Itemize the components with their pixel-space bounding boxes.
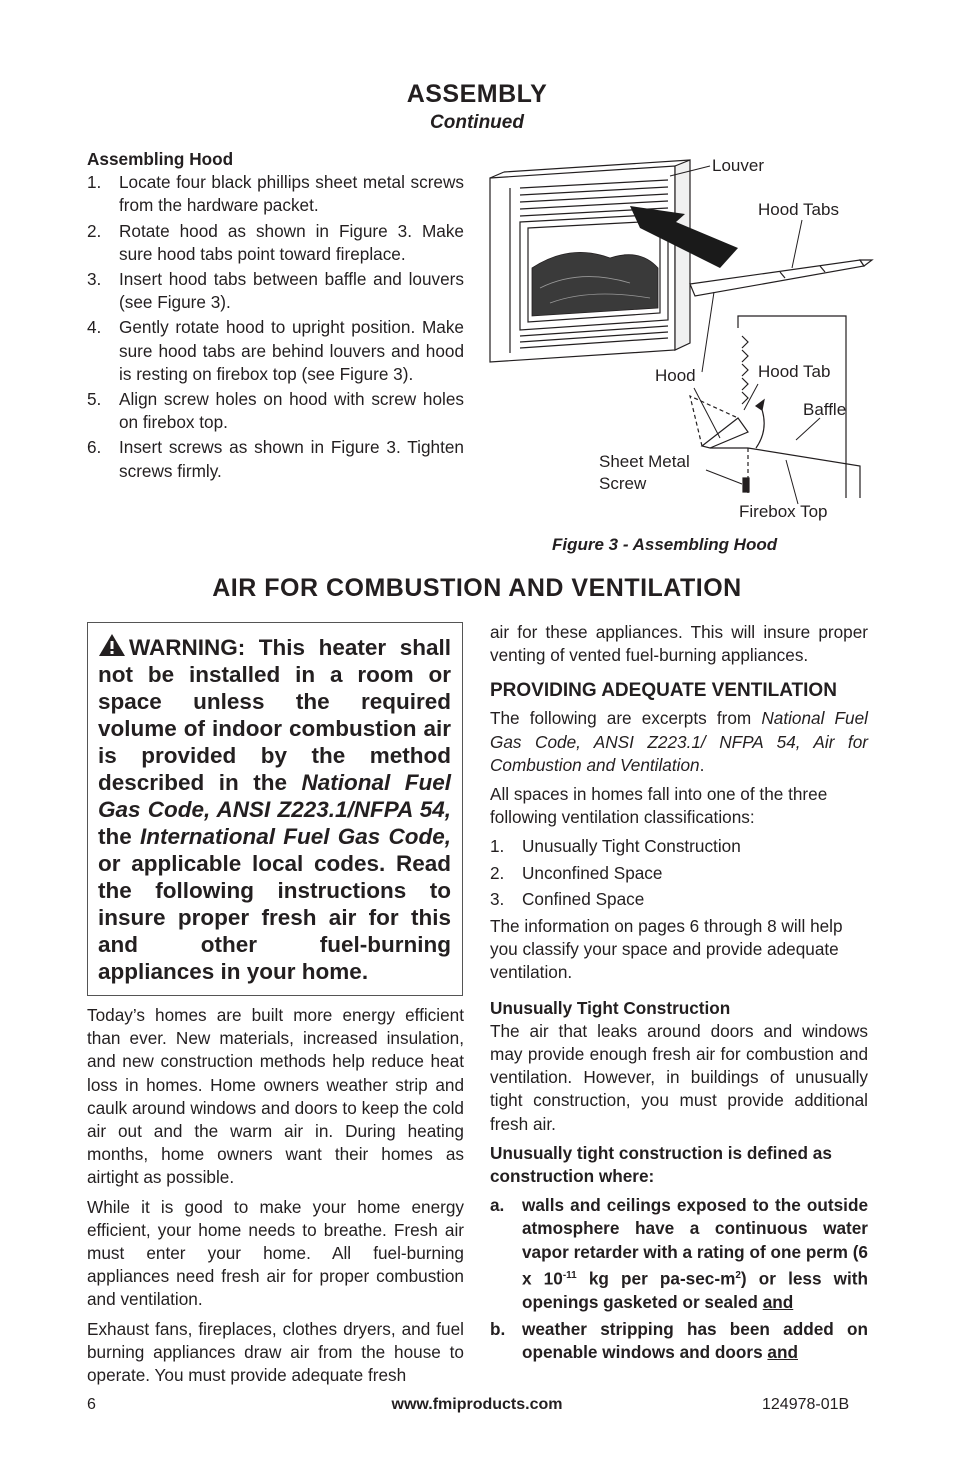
excerpt-end: . — [699, 754, 705, 775]
label-sheet-metal: Sheet Metal — [599, 452, 690, 471]
criteria-text: weather stripping has been added on openable windows and doors — [522, 1319, 868, 1363]
criteria-and: and — [767, 1342, 798, 1363]
logs-illustration — [532, 252, 658, 316]
tight-paragraph: The air that leaks around doors and windows may provide enough fresh air for combustion and ventilation. However, in buildings of unusually tight construction, you must provide additional fresh air. — [490, 1020, 868, 1134]
superscript: 2 — [735, 1269, 741, 1281]
label-firebox-top: Firebox Top — [739, 502, 828, 521]
criteria-item — [490, 1318, 868, 1364]
criteria-item — [490, 1194, 868, 1314]
list-item — [490, 835, 868, 858]
step-text: Insert screws as shown in Figure 3. Tighten screws firmly. — [119, 437, 464, 481]
label-hood-tabs: Hood Tabs — [758, 200, 839, 219]
paragraph: Today’s homes are built more energy efficient than ever. New materials, increased insulation, and new construction methods help reduce heat loss in homes. Home owners weather strip and caulk around windows and doors to keep the cold air out and the warm air in. During heating months, home owners want their homes as airtight as possible. — [87, 1005, 464, 1188]
step-item — [87, 436, 464, 482]
tight-criteria-list — [490, 1194, 868, 1364]
step-text: Insert hood tabs between baffle and louvers (see Figure 3). — [119, 269, 464, 313]
figure-caption: Figure 3 - Assembling Hood — [552, 535, 778, 554]
criteria-letter: b. — [490, 1319, 506, 1340]
step-number: 3. — [87, 269, 102, 290]
page-title: ASSEMBLY — [406, 80, 548, 108]
classification-list — [490, 835, 868, 911]
classify-intro: All spaces in homes fall into one of the three following ventilation classifications: — [490, 784, 828, 828]
info-paragraph: The information on pages 6 through 8 will help you classify your space and provide adequate ventilation. — [490, 916, 843, 983]
step-number: 1. — [87, 172, 102, 193]
tight-heading: Unusually Tight Construction — [490, 997, 731, 1018]
right-column-text — [490, 621, 868, 1366]
list-text: Unconfined Space — [522, 862, 663, 883]
section-title: AIR FOR COMBUSTION AND VENTILATION — [212, 574, 742, 602]
step-number: 5. — [87, 389, 102, 410]
left-column-text — [87, 1004, 464, 1393]
warning-lead: WARNING: This heater shall not be installed in a room or space unless the required volume of indoor combustion air is provided by the method described in the — [98, 635, 451, 795]
warning-code-1: National Fuel Gas Code, ANSI Z223.1/NFPA 54, — [98, 770, 451, 822]
list-number: 2. — [490, 862, 505, 883]
step-item — [87, 171, 464, 217]
label-screw: Screw — [599, 474, 647, 493]
step-text: Rotate hood as shown in Figure 3. Make sure hood tabs point toward fireplace. — [119, 220, 464, 264]
continuation-paragraph: air for these appliances. This will insure proper venting of vented fuel-burning appliances. — [490, 622, 868, 666]
label-baffle: Baffle — [803, 400, 847, 419]
step-item — [87, 388, 464, 434]
criteria-letter: a. — [490, 1195, 505, 1216]
document-number: 124978-01B — [762, 1396, 850, 1413]
assembling-hood-steps — [87, 171, 464, 483]
excerpt-paragraph — [490, 707, 868, 777]
excerpt-source: National Fuel Gas Code, ANSI Z223.1/ NFPA 54, Air for Combustion and Ventilation — [490, 708, 868, 775]
list-item — [490, 862, 868, 885]
warning-icon — [98, 633, 126, 657]
list-number: 1. — [490, 836, 505, 857]
list-item — [490, 888, 868, 911]
label-louver: Louver — [712, 156, 764, 175]
criteria-text: kg per pa-sec-m — [576, 1268, 736, 1289]
step-item — [87, 268, 464, 314]
step-number: 2. — [87, 220, 102, 241]
excerpt-lead: The following are excerpts from — [490, 708, 762, 729]
providing-heading: PROVIDING ADEQUATE VENTILATION — [490, 680, 837, 702]
assembling-hood-section — [87, 148, 464, 485]
superscript: -11 — [562, 1269, 577, 1281]
list-number: 3. — [490, 888, 505, 909]
warning-tail: or applicable local codes. Read the following instructions to insure proper fresh air for this and other fuel-burning appliances in your home. — [98, 851, 451, 984]
step-number: 4. — [87, 317, 102, 338]
warning-code-2: International Fuel Gas Code, — [140, 824, 451, 849]
step-text: Align screw holes on hood with screw holes on firebox top. — [119, 389, 464, 433]
criteria-and: and — [762, 1291, 794, 1312]
assembling-hood-heading: Assembling Hood — [87, 149, 234, 169]
step-item — [87, 220, 464, 266]
paragraph: Exhaust fans, fireplaces, clothes dryers, and fuel burning appliances draw air from the house to operate. You must provide adequate fresh — [87, 1318, 464, 1386]
step-number: 6. — [87, 437, 102, 458]
step-text: Locate four black phillips sheet metal screws from the hardware packet. — [119, 172, 464, 216]
tight-defined: Unusually tight construction is defined as construction where: — [490, 1142, 832, 1187]
paragraph: While it is good to make your home energy efficient, your home needs to breathe. Fresh air must enter your home. All fuel-burning appliances need fresh air for proper combustion and ventilation. — [87, 1196, 464, 1310]
criteria-text: ) or less with openings gasketed or sealed — [522, 1268, 869, 1312]
criteria-text: walls and ceilings exposed to the outside atmosphere have a continuous water vapor retarder with a rating of one perm (6 x 10 — [522, 1195, 868, 1289]
step-text: Gently rotate hood to upright position. Make sure hood tabs are behind louvers and hood is resting on firebox top (see Figure 3). — [119, 317, 464, 384]
label-hood-tab: Hood Tab — [758, 362, 831, 381]
footer-url[interactable]: www.fmiproducts.com — [391, 1396, 563, 1413]
label-hood: Hood — [655, 366, 696, 385]
warning-mid: the — [98, 824, 140, 849]
page-number: 6 — [87, 1396, 96, 1413]
step-item — [87, 316, 464, 386]
page-subtitle: Continued — [430, 112, 524, 133]
warning-box — [87, 622, 463, 996]
list-text: Unusually Tight Construction — [522, 836, 741, 857]
list-text: Confined Space — [522, 888, 645, 909]
